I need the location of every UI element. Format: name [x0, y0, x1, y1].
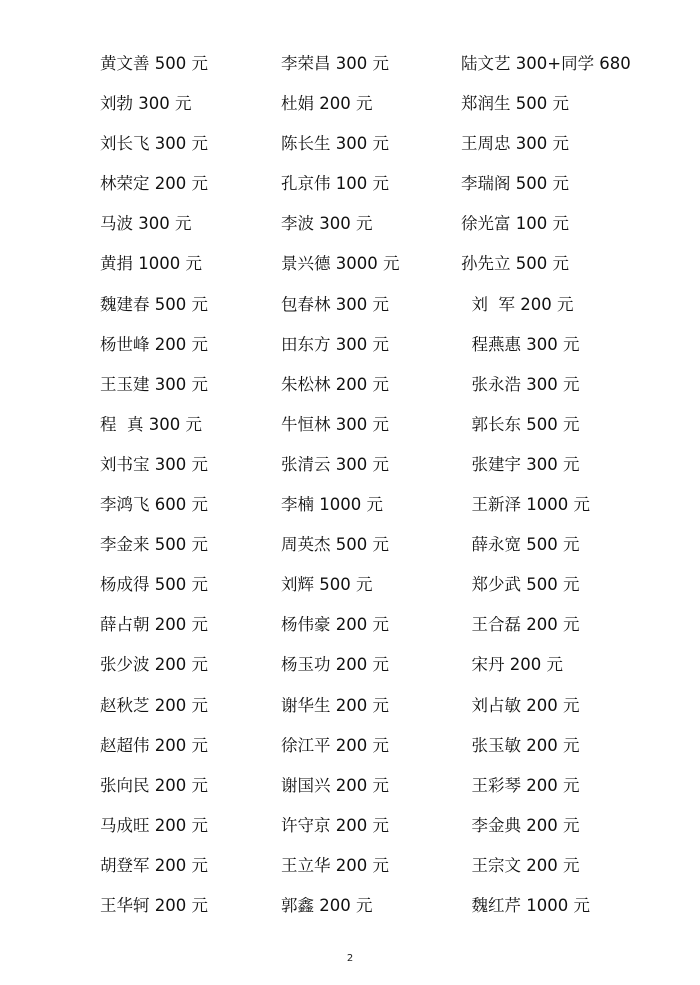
donation-entry: 张向民 200 元 [100, 775, 208, 795]
donation-entry: 李瑞阁 500 元 [461, 174, 569, 194]
donation-entry: 李楠 1000 元 [281, 495, 383, 515]
donation-row [0, 124, 700, 164]
donation-entry: 谢国兴 200 元 [281, 775, 389, 795]
donation-entry: 徐江平 200 元 [281, 735, 389, 755]
donation-row [0, 766, 700, 806]
donation-entry: 田东方 300 元 [281, 334, 389, 354]
donation-entry: 魏红芹 1000 元 [461, 895, 590, 915]
donation-entry: 薛占朝 200 元 [100, 615, 208, 635]
donation-row [0, 285, 700, 325]
donation-row [0, 605, 700, 645]
donation-entry: 张清云 300 元 [281, 454, 389, 474]
donation-row [0, 84, 700, 124]
donation-entry: 程 真 300 元 [100, 414, 202, 434]
donation-entry: 赵秋芝 200 元 [100, 695, 208, 715]
donation-entry: 黄文善 500 元 [100, 54, 208, 73]
donation-entry: 刘辉 500 元 [281, 575, 373, 595]
donation-row [0, 204, 700, 244]
donation-entry: 杨伟豪 200 元 [281, 615, 389, 635]
donation-row [0, 445, 700, 485]
donation-entry: 王玉建 300 元 [100, 374, 208, 394]
donation-entry: 杨世峰 200 元 [100, 334, 208, 354]
page-number: 2 [346, 953, 354, 964]
donation-entry: 刘长飞 300 元 [100, 134, 208, 154]
donation-entry: 杨玉功 200 元 [281, 655, 389, 675]
donation-row [0, 244, 700, 284]
donation-entry: 张玉敏 200 元 [461, 735, 580, 755]
donation-entry: 包春林 300 元 [281, 294, 389, 314]
donation-row [0, 806, 700, 846]
donation-entry: 王立华 200 元 [281, 855, 389, 875]
donation-row [0, 164, 700, 204]
donation-row [0, 645, 700, 685]
donation-entry: 牛恒林 300 元 [281, 414, 389, 434]
donation-row [0, 525, 700, 565]
donation-entry: 郑润生 500 元 [461, 94, 569, 114]
donation-entry: 王宗文 200 元 [461, 855, 580, 875]
donation-entry: 许守京 200 元 [281, 815, 389, 835]
donation-list [0, 44, 700, 926]
donation-entry: 程燕惠 300 元 [461, 334, 580, 354]
donation-entry: 刘勃 300 元 [100, 94, 192, 114]
donation-row [0, 886, 700, 926]
donation-entry: 王华轲 200 元 [100, 895, 208, 915]
donation-entry: 李鸿飞 600 元 [100, 495, 208, 515]
donation-row [0, 44, 700, 84]
donation-entry: 徐光富 100 元 [461, 214, 569, 234]
donation-entry: 马成旺 200 元 [100, 815, 208, 835]
donation-entry: 郑少武 500 元 [461, 575, 580, 595]
donation-entry: 刘占敏 200 元 [461, 695, 580, 715]
donation-entry: 朱松林 200 元 [281, 374, 389, 394]
donation-entry: 景兴德 3000 元 [281, 254, 400, 274]
donation-entry: 张建宇 300 元 [461, 454, 580, 474]
donation-entry: 陈长生 300 元 [281, 134, 389, 154]
donation-entry: 孔京伟 100 元 [281, 174, 389, 194]
donation-entry: 王新泽 1000 元 [461, 495, 590, 515]
donation-row [0, 405, 700, 445]
donation-entry: 魏建春 500 元 [100, 294, 208, 314]
donation-row [0, 485, 700, 525]
donation-entry: 郭长东 500 元 [461, 414, 580, 434]
donation-entry: 黄捐 1000 元 [100, 254, 202, 274]
donation-entry: 宋丹 200 元 [461, 655, 563, 675]
donation-entry: 张少波 200 元 [100, 655, 208, 675]
donation-entry: 郭鑫 200 元 [281, 895, 373, 915]
donation-entry: 张永浩 300 元 [461, 374, 580, 394]
donation-entry: 杨成得 500 元 [100, 575, 208, 595]
donation-entry: 赵超伟 200 元 [100, 735, 208, 755]
donation-entry: 李波 300 元 [281, 214, 373, 234]
donation-entry: 胡登军 200 元 [100, 855, 208, 875]
donation-entry: 刘书宝 300 元 [100, 454, 208, 474]
donation-entry: 马波 300 元 [100, 214, 192, 234]
donation-entry: 王彩琴 200 元 [461, 775, 580, 795]
donation-row [0, 325, 700, 365]
donation-entry: 李荣昌 300 元 [281, 54, 389, 73]
donation-entry: 陆文艺 300+同学 680 [461, 54, 631, 73]
donation-entry: 刘 军 200 元 [461, 294, 574, 314]
donation-entry: 林荣定 200 元 [100, 174, 208, 194]
donation-entry: 王周忠 300 元 [461, 134, 569, 154]
donation-entry: 李金典 200 元 [461, 815, 580, 835]
donation-row [0, 365, 700, 405]
donation-entry: 薛永宽 500 元 [461, 535, 580, 555]
donation-row [0, 846, 700, 886]
donation-entry: 谢华生 200 元 [281, 695, 389, 715]
donation-entry: 杜娟 200 元 [281, 94, 373, 114]
donation-row [0, 565, 700, 605]
donation-row [0, 686, 700, 726]
donation-entry: 王合磊 200 元 [461, 615, 580, 635]
donation-entry: 周英杰 500 元 [281, 535, 389, 555]
donation-row [0, 726, 700, 766]
donation-entry: 李金来 500 元 [100, 535, 208, 555]
donation-entry: 孙先立 500 元 [461, 254, 569, 274]
